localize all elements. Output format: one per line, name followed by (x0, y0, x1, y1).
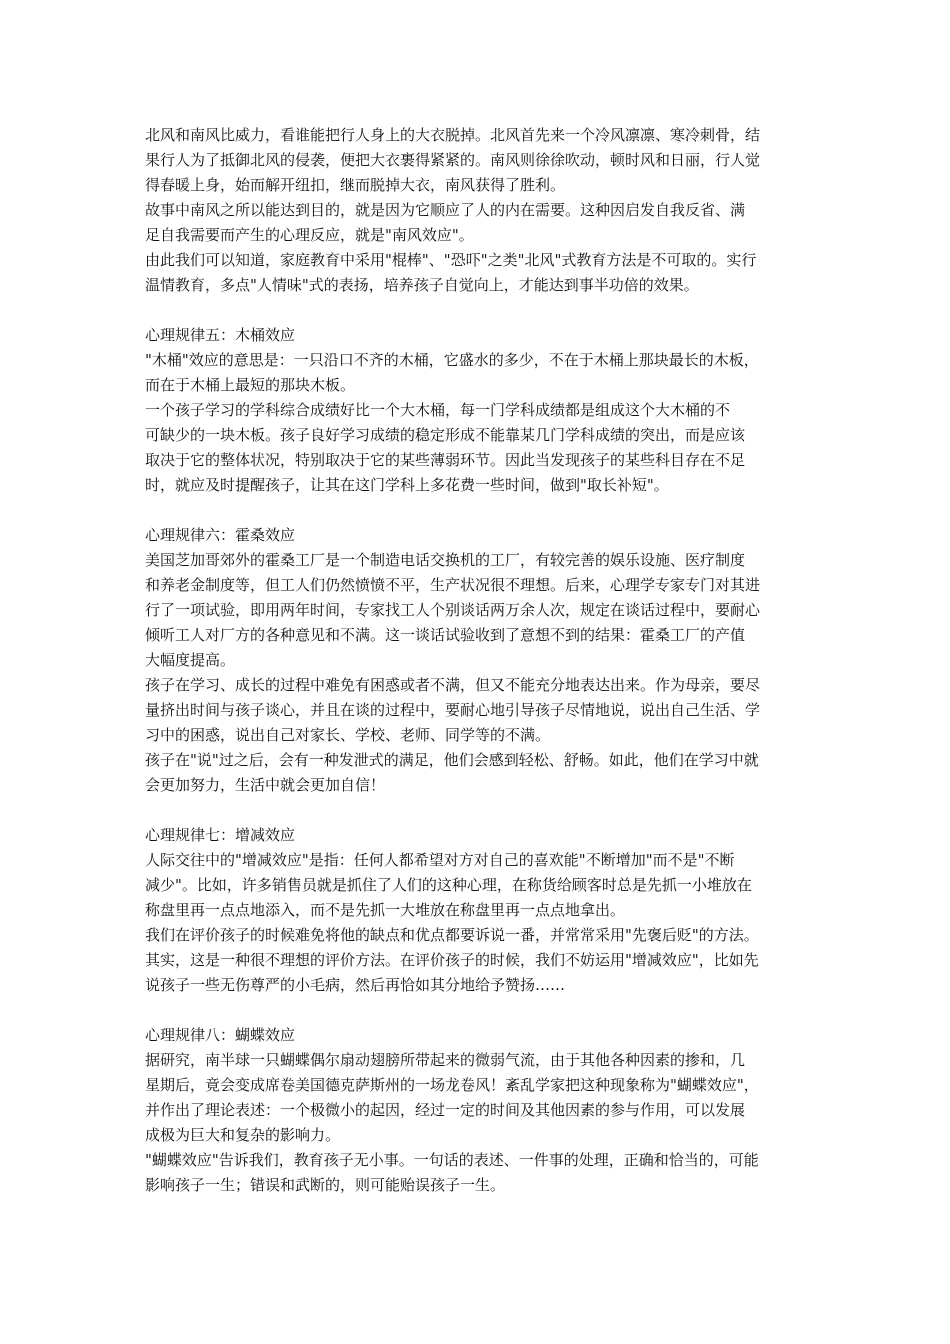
section-six-line: 大幅度提高。 (145, 651, 236, 669)
section-six-line: 量挤出时间与孩子谈心，并且在谈的过程中，要耐心地引导孩子尽情地说，说出自己生活、学 (145, 701, 761, 719)
section-six-line: 孩子在"说"过之后，会有一种发泄式的满足，他们会感到轻松、舒畅。如此，他们在学习中就 (145, 751, 759, 769)
section-five-title: 心理规律五：木桶效应 (145, 326, 296, 344)
intro-line: 北风和南风比威力，看谁能把行人身上的大衣脱掉。北风首先来一个冷风凛凛、寒冷刺骨，结 (145, 126, 761, 144)
section-seven-line: 说孩子一些无伤尊严的小毛病，然后再恰如其分地给予赞扬…… (145, 976, 566, 994)
section-six-line: 行了一项试验，即用两年时间，专家找工人个别谈话两万余人次，规定在谈话过程中，要耐心 (145, 601, 761, 619)
section-six-line: 美国芝加哥郊外的霍桑工厂是一个制造电话交换机的工厂，有较完善的娱乐设施、医疗制度 (145, 551, 746, 569)
section-six-line: 习中的困惑，说出自己对家长、学校、老师、同学等的不满。 (145, 726, 551, 744)
section-seven-line: 称盘里再一点点地添入，而不是先抓一大堆放在称盘里再一点点地拿出。 (145, 901, 626, 919)
document-body (145, 123, 815, 1198)
section-six-line: 和养老金制度等，但工人们仍然愤愤不平，生产状况很不理想。后来，心理学专家专门对其进 (145, 576, 761, 594)
section-eight (145, 1023, 815, 1198)
section-six (145, 523, 815, 798)
section-eight-line: 影响孩子一生；错误和武断的，则可能贻误孩子一生。 (145, 1176, 506, 1194)
intro-line: 得春暖上身，始而解开纽扣，继而脱掉大衣，南风获得了胜利。 (145, 176, 566, 194)
paragraph-gap (145, 998, 815, 1023)
section-eight-title: 心理规律八：蝴蝶效应 (145, 1026, 296, 1044)
section-eight-line: 成极为巨大和复杂的影响力。 (145, 1126, 341, 1144)
section-seven-line: 我们在评价孩子的时候难免将他的缺点和优点都要诉说一番，并常常采用"先褒后贬"的方法。 (145, 926, 759, 944)
section-seven-line: 其实，这是一种很不理想的评价方法。在评价孩子的时候，我们不妨运用"增减效应"，比如先 (145, 951, 759, 969)
section-five-line: 可缺少的一块木板。孩子良好学习成绩的稳定形成不能靠某几门学科成绩的突出，而是应该 (145, 426, 746, 444)
section-six-title: 心理规律六：霍桑效应 (145, 526, 296, 544)
section-five-line: 取决于它的整体状况，特别取决于它的某些薄弱环节。因此当发现孩子的某些科目存在不足 (145, 451, 746, 469)
section-five-line: 一个孩子学习的学科综合成绩好比一个大木桶，每一门学科成绩都是组成这个大木桶的不 (145, 401, 731, 419)
section-seven (145, 823, 815, 998)
section-five-line: "木桶"效应的意思是：一只沿口不齐的木桶，它盛水的多少，不在于木桶上那块最长的木板， (145, 351, 759, 369)
section-five-line: 而在于木桶上最短的那块木板。 (145, 376, 356, 394)
intro-line: 故事中南风之所以能达到目的，就是因为它顺应了人的内在需要。这种因启发自我反省、满 (145, 201, 746, 219)
section-seven-title: 心理规律七：增减效应 (145, 826, 296, 844)
section-eight-line: 星期后，竟会变成席卷美国德克萨斯州的一场龙卷风！紊乱学家把这种现象称为"蝴蝶效应"， (145, 1076, 759, 1094)
section-six-line: 会更加努力，生活中就会更加自信！ (145, 776, 386, 794)
intro-line: 果行人为了抵御北风的侵袭，便把大衣裹得紧紧的。南风则徐徐吹动，顿时风和日丽，行人觉 (145, 151, 761, 169)
section-six-line: 倾听工人对厂方的各种意见和不满。这一谈话试验收到了意想不到的结果：霍桑工厂的产值 (145, 626, 746, 644)
paragraph-gap (145, 498, 815, 523)
section-six-line: 孩子在学习、成长的过程中难免有困惑或者不满，但又不能充分地表达出来。作为母亲，要尽 (145, 676, 761, 694)
section-seven-line: 人际交往中的"增减效应"是指：任何人都希望对方对自己的喜欢能"不断增加"而不是"不断 (145, 851, 735, 869)
section-seven-line: 减少"。比如，许多销售员就是抓住了人们的这种心理，在称货给顾客时总是先抓一小堆放在 (145, 876, 752, 894)
section-eight-line: 据研究，南半球一只蝴蝶偶尔扇动翅膀所带起来的微弱气流，由于其他各种因素的掺和，几 (145, 1051, 746, 1069)
intro-line: 温情教育，多点"人情味"式的表扬，培养孩子自觉向上，才能达到事半功倍的效果。 (145, 276, 699, 294)
intro-section (145, 123, 815, 298)
paragraph-gap (145, 798, 815, 823)
intro-line: 由此我们可以知道，家庭教育中采用"棍棒"、"恐吓"之类"北风"式教育方法是不可取的。实行 (145, 251, 757, 269)
intro-line: 足自我需要而产生的心理反应，就是"南风效应"。 (145, 226, 474, 244)
section-eight-line: "蝴蝶效应"告诉我们，教育孩子无小事。一句话的表述、一件事的处理，正确和恰当的，可能 (145, 1151, 759, 1169)
paragraph-gap (145, 298, 815, 323)
section-five-line: 时，就应及时提醒孩子，让其在这门学科上多花费一些时间，做到"取长补短"。 (145, 476, 669, 494)
section-five (145, 323, 815, 498)
section-eight-line: 并作出了理论表述：一个极微小的起因，经过一定的时间及其他因素的参与作用，可以发展 (145, 1101, 746, 1119)
